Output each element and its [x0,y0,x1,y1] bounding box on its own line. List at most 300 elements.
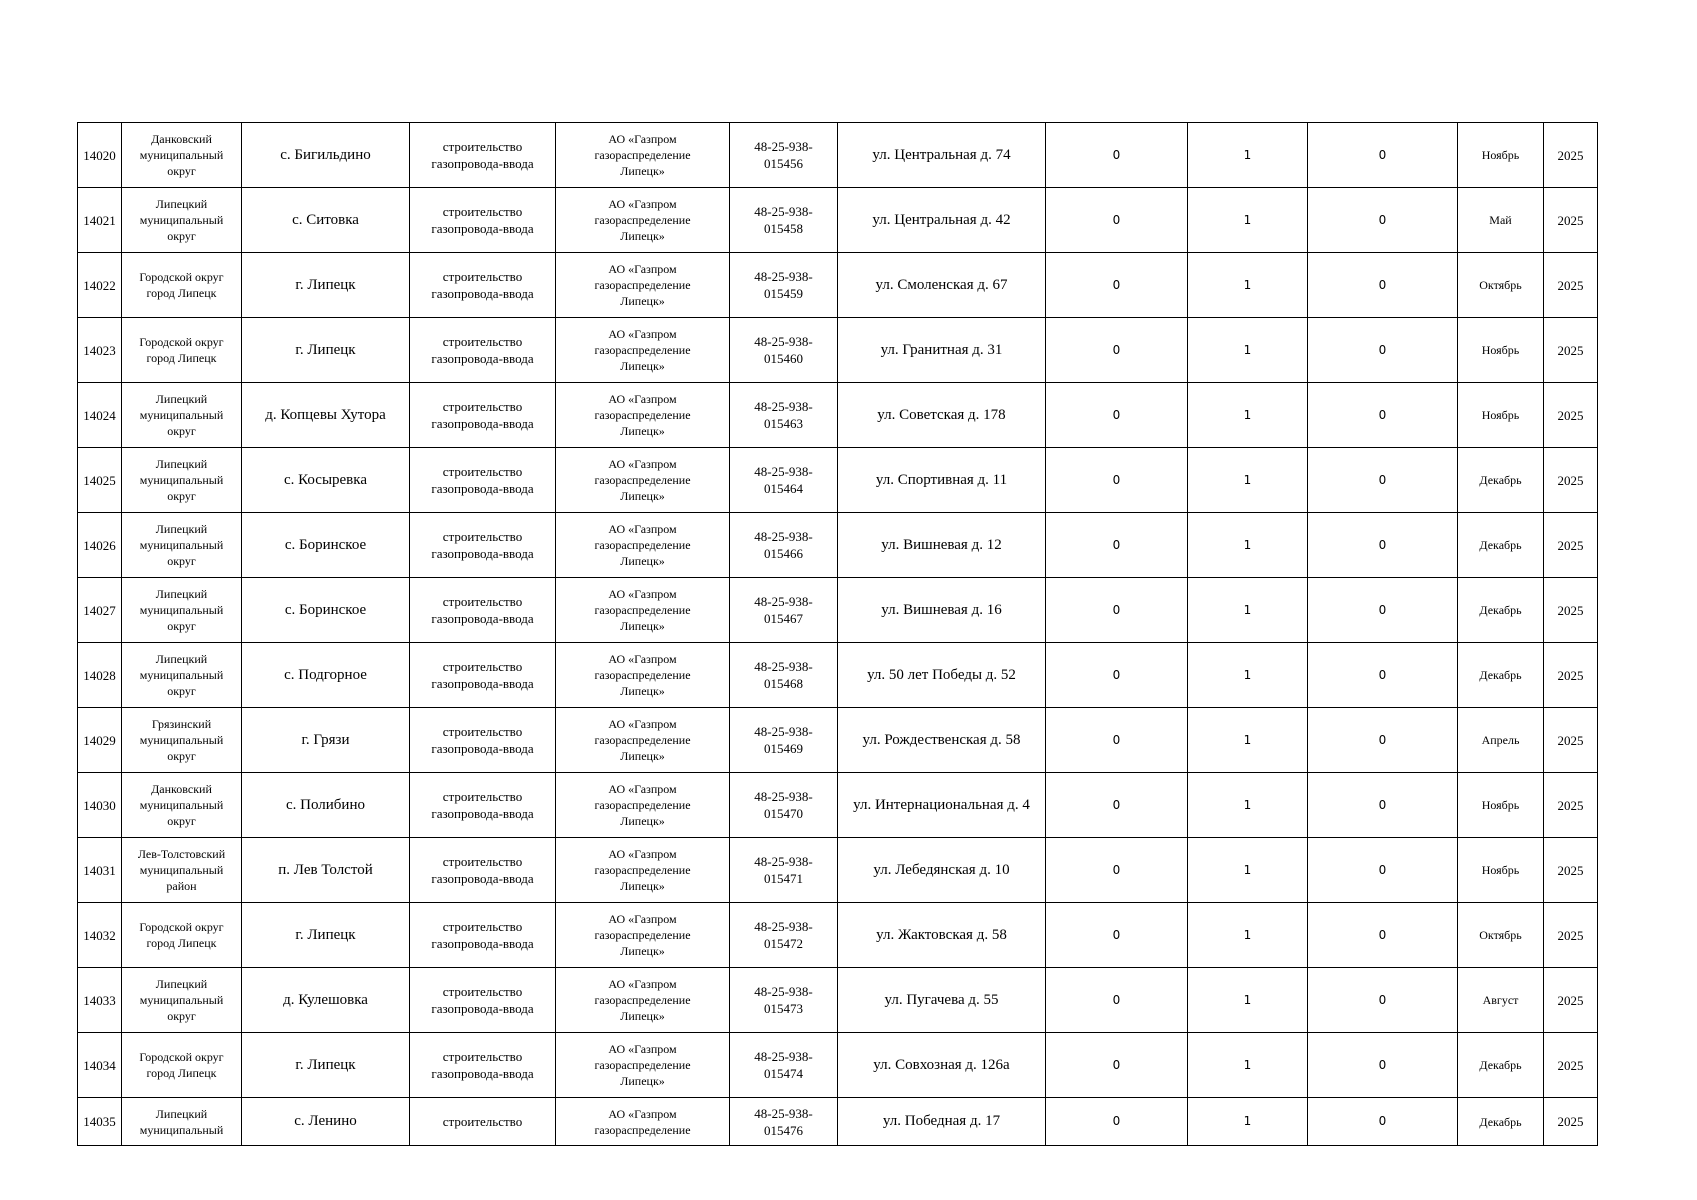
cell-line: 015459 [764,286,803,301]
cell-district [122,448,242,513]
cell-line: АО «Газпром [608,977,677,991]
cell-year: 2025 [1544,578,1598,643]
cell-line: 015476 [764,1122,803,1138]
cell-value-2: 1 [1188,513,1308,578]
cell-line: газораспределение [594,213,691,227]
cell-locality: г. Липецк [242,253,410,318]
cell-line: газопровода-ввода [431,286,534,301]
cell-value-3: 0 [1308,578,1458,643]
cell-line: газопровода-ввода [431,351,534,366]
cell-line: газораспределение [594,343,691,357]
cell-line: АО «Газпром [608,262,677,276]
cell-value-1: 0 [1046,383,1188,448]
gasification-plan-table [77,122,1598,1146]
cell-id: 14021 [78,188,122,253]
cell-value-3: 0 [1308,708,1458,773]
cell-line: строительство [442,1049,523,1064]
cell-locality: с. Подгорное [242,643,410,708]
cell-value-3: 0 [1308,383,1458,448]
cell-value-1: 0 [1046,513,1188,578]
cell-year: 2025 [1544,838,1598,903]
cell-district [122,513,242,578]
table-row [78,903,1598,968]
cell-object-code [730,1033,838,1098]
cell-value-2: 1 [1188,448,1308,513]
cell-line: 015468 [764,676,803,691]
cell-organization [556,123,730,188]
table-row [78,448,1598,513]
cell-line: 015467 [764,611,803,626]
cell-line: АО «Газпром [608,1106,677,1121]
cell-object-code [730,643,838,708]
cell-address: ул. Вишневая д. 12 [838,513,1046,578]
cell-line: строительство [442,919,523,934]
cell-month: Декабрь [1458,448,1544,513]
cell-line: Липецк» [620,229,665,243]
cell-line: Липецк» [620,164,665,178]
cell-line: АО «Газпром [608,782,677,796]
cell-value-3: 0 [1308,968,1458,1033]
cell-line: город Липецк [146,936,217,950]
cell-line: Липецк» [620,294,665,308]
cell-address: ул. Совхозная д. 126а [838,1033,1046,1098]
cell-line: Липецк» [620,879,665,893]
cell-locality: с. Бигильдино [242,123,410,188]
cell-value-1: 0 [1046,968,1188,1033]
cell-line: газопровода-ввода [431,611,534,626]
cell-line: 48-25-938- [754,334,813,349]
cell-year: 2025 [1544,1098,1598,1146]
cell-value-3: 0 [1308,448,1458,513]
cell-line: округ [167,814,196,828]
cell-year: 2025 [1544,123,1598,188]
cell-value-1: 0 [1046,708,1188,773]
cell-line: АО «Газпром [608,652,677,666]
cell-line: строительство [442,399,523,414]
cell-line: 48-25-938- [754,1049,813,1064]
cell-locality: д. Копцевы Хутора [242,383,410,448]
table-row [78,578,1598,643]
cell-line: Липецк» [620,554,665,568]
cell-line: муниципальный [139,1122,224,1137]
cell-address: ул. 50 лет Победы д. 52 [838,643,1046,708]
cell-organization [556,643,730,708]
cell-object-code [730,318,838,383]
cell-locality: г. Липецк [242,1033,410,1098]
cell-value-2: 1 [1188,1033,1308,1098]
cell-year: 2025 [1544,903,1598,968]
cell-line: строительство [442,269,523,284]
cell-line: Липецк» [620,749,665,763]
cell-line: 48-25-938- [754,1105,813,1121]
cell-value-3: 0 [1308,643,1458,708]
cell-line: АО «Газпром [608,132,677,146]
cell-line: муниципальный [139,993,224,1007]
cell-work-type [410,1098,556,1146]
cell-line: 48-25-938- [754,854,813,869]
cell-line: муниципальный [139,213,224,227]
cell-district [122,123,242,188]
cell-month: Ноябрь [1458,123,1544,188]
cell-line: 48-25-938- [754,464,813,479]
cell-id: 14027 [78,578,122,643]
cell-line: газопровода-ввода [431,481,534,496]
table-row [78,188,1598,253]
cell-line: 48-25-938- [754,529,813,544]
cell-locality: с. Ситовка [242,188,410,253]
cell-district [122,708,242,773]
cell-month: Ноябрь [1458,838,1544,903]
cell-organization [556,708,730,773]
cell-line: муниципальный [139,668,224,682]
cell-line: газораспределение [594,148,691,162]
cell-line: газораспределение [594,993,691,1007]
cell-line: газопровода-ввода [431,936,534,951]
cell-address: ул. Жактовская д. 58 [838,903,1046,968]
cell-line: строительство [442,789,523,804]
cell-organization [556,513,730,578]
cell-line: АО «Газпром [608,847,677,861]
cell-line: 48-25-938- [754,984,813,999]
cell-object-code [730,838,838,903]
cell-year: 2025 [1544,188,1598,253]
cell-district [122,1033,242,1098]
cell-district [122,253,242,318]
cell-address: ул. Вишневая д. 16 [838,578,1046,643]
cell-line: АО «Газпром [608,717,677,731]
cell-id: 14035 [78,1098,122,1146]
cell-locality: п. Лев Толстой [242,838,410,903]
cell-line: газораспределение [594,1122,691,1137]
cell-organization [556,253,730,318]
cell-line: муниципальный [139,473,224,487]
cell-month: Декабрь [1458,1098,1544,1146]
cell-value-2: 1 [1188,708,1308,773]
cell-value-1: 0 [1046,1098,1188,1146]
cell-line: Липецкий [155,392,208,406]
cell-id: 14030 [78,773,122,838]
cell-organization [556,188,730,253]
cell-line: город Липецк [146,286,217,300]
table-row [78,1098,1598,1146]
cell-value-3: 0 [1308,123,1458,188]
cell-month: Апрель [1458,708,1544,773]
cell-value-2: 1 [1188,903,1308,968]
cell-line: газопровода-ввода [431,1066,534,1081]
cell-value-2: 1 [1188,1098,1308,1146]
cell-line: газораспределение [594,1058,691,1072]
cell-line: газопровода-ввода [431,1001,534,1016]
cell-locality: г. Липецк [242,318,410,383]
cell-line: газораспределение [594,668,691,682]
table-row [78,253,1598,318]
cell-line: муниципальный [139,408,224,422]
cell-line: строительство [442,594,523,609]
cell-line: округ [167,489,196,503]
table-row [78,123,1598,188]
cell-line: Липецк» [620,944,665,958]
cell-month: Декабрь [1458,643,1544,708]
cell-line: Липецк» [620,814,665,828]
cell-district [122,318,242,383]
cell-line: город Липецк [146,351,217,365]
cell-id: 14028 [78,643,122,708]
cell-line: строительство [442,334,523,349]
cell-line: газопровода-ввода [431,156,534,171]
cell-work-type [410,188,556,253]
cell-id: 14022 [78,253,122,318]
cell-address: ул. Лебедянская д. 10 [838,838,1046,903]
cell-object-code [730,253,838,318]
cell-line: газораспределение [594,928,691,942]
table-row [78,318,1598,383]
cell-object-code [730,383,838,448]
cell-month: Май [1458,188,1544,253]
cell-id: 14033 [78,968,122,1033]
cell-line: строительство [442,204,523,219]
cell-line: район [166,879,197,893]
cell-organization [556,838,730,903]
cell-year: 2025 [1544,513,1598,578]
cell-address: ул. Пугачева д. 55 [838,968,1046,1033]
cell-value-3: 0 [1308,318,1458,383]
cell-value-1: 0 [1046,773,1188,838]
cell-value-1: 0 [1046,838,1188,903]
cell-line: 48-25-938- [754,204,813,219]
cell-address: ул. Победная д. 17 [838,1098,1046,1146]
cell-object-code [730,708,838,773]
cell-district [122,903,242,968]
cell-value-1: 0 [1046,448,1188,513]
cell-line: 015469 [764,741,803,756]
cell-value-3: 0 [1308,1033,1458,1098]
cell-value-2: 1 [1188,838,1308,903]
cell-month: Ноябрь [1458,318,1544,383]
cell-value-2: 1 [1188,968,1308,1033]
cell-line: Данковский [151,782,212,796]
cell-district [122,383,242,448]
cell-value-2: 1 [1188,318,1308,383]
table-row [78,773,1598,838]
cell-object-code [730,188,838,253]
cell-line: 48-25-938- [754,724,813,739]
cell-id: 14023 [78,318,122,383]
cell-object-code [730,773,838,838]
cell-year: 2025 [1544,643,1598,708]
cell-address: ул. Спортивная д. 11 [838,448,1046,513]
cell-line: Липецкий [155,197,208,211]
cell-month: Октябрь [1458,903,1544,968]
cell-line: Липецкий [155,977,208,991]
cell-line: муниципальный [139,733,224,747]
cell-line: Городской округ [139,270,224,284]
cell-organization [556,448,730,513]
cell-work-type [410,643,556,708]
cell-object-code [730,513,838,578]
cell-line: газораспределение [594,798,691,812]
cell-line: 48-25-938- [754,659,813,674]
cell-work-type [410,253,556,318]
cell-value-1: 0 [1046,318,1188,383]
cell-year: 2025 [1544,1033,1598,1098]
cell-id: 14025 [78,448,122,513]
cell-line: АО «Газпром [608,457,677,471]
cell-year: 2025 [1544,318,1598,383]
cell-object-code [730,968,838,1033]
cell-line: строительство [442,659,523,674]
cell-month: Август [1458,968,1544,1033]
cell-line: округ [167,164,196,178]
cell-line: 015456 [764,156,803,171]
cell-line: 015463 [764,416,803,431]
cell-district [122,773,242,838]
cell-month: Октябрь [1458,253,1544,318]
cell-line: Городской округ [139,1050,224,1064]
cell-district [122,838,242,903]
cell-locality: с. Ленино [242,1098,410,1146]
cell-month: Декабрь [1458,513,1544,578]
cell-line: строительство [442,464,523,479]
cell-line: 015470 [764,806,803,821]
cell-line: Липецкий [155,587,208,601]
cell-address: ул. Центральная д. 42 [838,188,1046,253]
cell-id: 14020 [78,123,122,188]
cell-address: ул. Смоленская д. 67 [838,253,1046,318]
table-row [78,383,1598,448]
cell-address: ул. Рождественская д. 58 [838,708,1046,773]
cell-month: Декабрь [1458,578,1544,643]
cell-year: 2025 [1544,968,1598,1033]
cell-object-code [730,123,838,188]
cell-organization [556,578,730,643]
cell-line: АО «Газпром [608,587,677,601]
cell-line: Городской округ [139,335,224,349]
cell-line: строительство [442,529,523,544]
cell-object-code [730,903,838,968]
cell-value-2: 1 [1188,253,1308,318]
cell-year: 2025 [1544,253,1598,318]
cell-address: ул. Центральная д. 74 [838,123,1046,188]
cell-line: округ [167,1009,196,1023]
cell-line: муниципальный [139,798,224,812]
cell-district [122,1098,242,1146]
cell-line: Липецкий [155,457,208,471]
cell-value-3: 0 [1308,253,1458,318]
cell-line: 48-25-938- [754,399,813,414]
cell-work-type [410,708,556,773]
cell-organization [556,903,730,968]
cell-district [122,968,242,1033]
cell-line: округ [167,684,196,698]
cell-line: округ [167,554,196,568]
cell-work-type [410,578,556,643]
cell-line: 015466 [764,546,803,561]
cell-value-2: 1 [1188,773,1308,838]
cell-organization [556,1033,730,1098]
cell-line: Липецкий [155,652,208,666]
cell-work-type [410,123,556,188]
cell-line: Липецк» [620,684,665,698]
cell-line: АО «Газпром [608,327,677,341]
cell-line: газопровода-ввода [431,546,534,561]
cell-line: Липецк» [620,1074,665,1088]
cell-work-type [410,513,556,578]
cell-work-type [410,318,556,383]
cell-value-3: 0 [1308,1098,1458,1146]
cell-id: 14029 [78,708,122,773]
cell-district [122,188,242,253]
cell-id: 14026 [78,513,122,578]
cell-locality: с. Полибино [242,773,410,838]
cell-locality: с. Косыревка [242,448,410,513]
cell-object-code [730,448,838,513]
cell-line: Данковский [151,132,212,146]
cell-line: Лев-Толстовский [137,847,226,861]
cell-line: 015458 [764,221,803,236]
cell-line: газопровода-ввода [431,806,534,821]
cell-value-1: 0 [1046,578,1188,643]
cell-line: 015460 [764,351,803,366]
cell-line: строительство [442,854,523,869]
cell-line: муниципальный [139,538,224,552]
cell-organization [556,773,730,838]
cell-value-1: 0 [1046,643,1188,708]
cell-locality: с. Боринское [242,578,410,643]
cell-line: газопровода-ввода [431,741,534,756]
cell-line: газораспределение [594,538,691,552]
cell-line: строительство [442,724,523,739]
cell-work-type [410,773,556,838]
table-row [78,513,1598,578]
cell-object-code [730,1098,838,1146]
cell-id: 14032 [78,903,122,968]
cell-line: 015471 [764,871,803,886]
cell-line: газопровода-ввода [431,221,534,236]
cell-line: 48-25-938- [754,139,813,154]
cell-locality: г. Липецк [242,903,410,968]
table-body [78,123,1598,1146]
cell-line: Липецкий [155,522,208,536]
cell-year: 2025 [1544,448,1598,513]
table-row [78,643,1598,708]
cell-value-3: 0 [1308,513,1458,578]
cell-line: газораспределение [594,733,691,747]
cell-line: Липецкий [155,1106,208,1121]
cell-district [122,578,242,643]
cell-line: Липецк» [620,619,665,633]
cell-organization [556,968,730,1033]
cell-organization [556,318,730,383]
cell-line: город Липецк [146,1066,217,1080]
cell-line: округ [167,749,196,763]
cell-address: ул. Гранитная д. 31 [838,318,1046,383]
cell-line: газопровода-ввода [431,416,534,431]
cell-value-1: 0 [1046,903,1188,968]
cell-work-type [410,448,556,513]
cell-line: АО «Газпром [608,522,677,536]
cell-line: газопровода-ввода [431,676,534,691]
cell-line: 015472 [764,936,803,951]
cell-locality: с. Боринское [242,513,410,578]
cell-value-3: 0 [1308,773,1458,838]
cell-line: муниципальный [139,148,224,162]
cell-value-1: 0 [1046,188,1188,253]
cell-line: округ [167,229,196,243]
cell-value-3: 0 [1308,188,1458,253]
cell-value-3: 0 [1308,903,1458,968]
cell-work-type [410,903,556,968]
cell-line: Городской округ [139,920,224,934]
